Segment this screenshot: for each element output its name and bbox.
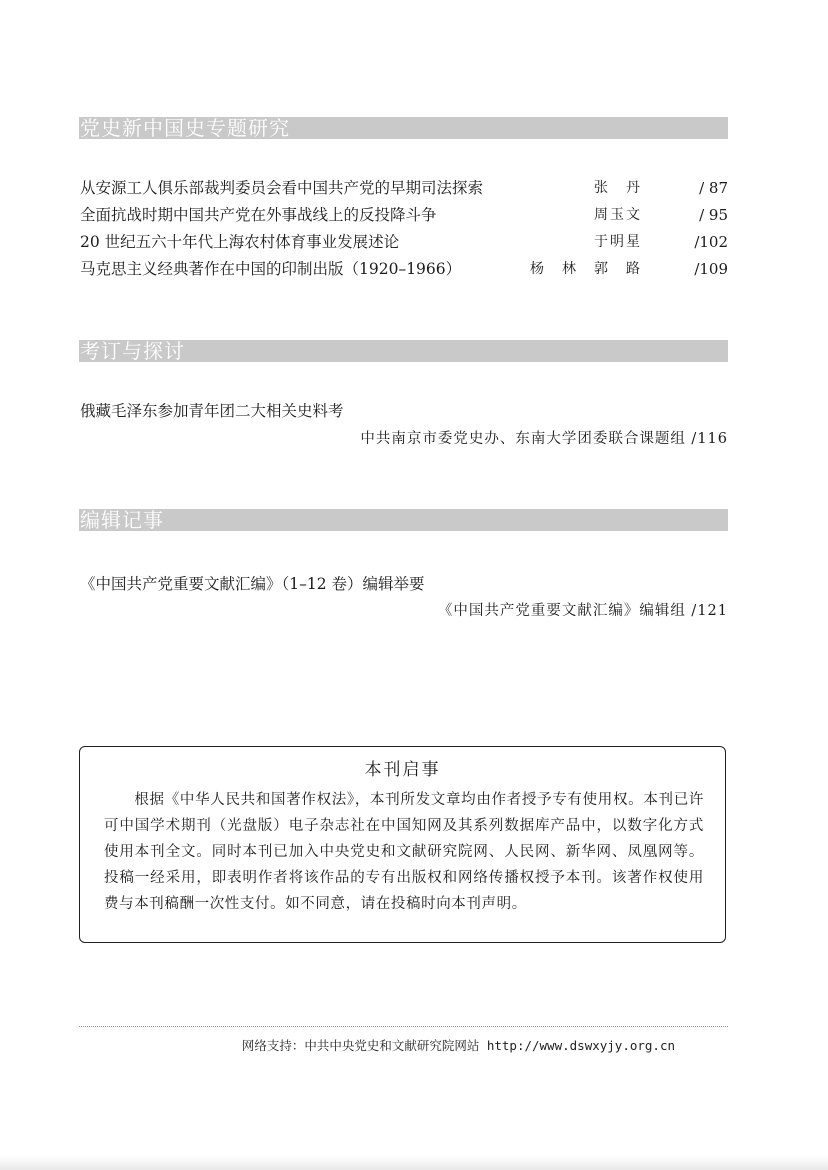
toc-entry-page: /109	[694, 260, 728, 278]
section-heading-editorial-notes: 编辑记事	[79, 509, 728, 531]
toc-entry-title[interactable]: 《中国共产党重要文献汇编》（1–12 卷）编辑举要	[80, 575, 425, 593]
toc-entry-title: 马克思主义经典著作在中国的印制出版（1920–1966）	[80, 260, 462, 278]
toc-entry-title: 20 世纪五六十年代上海农村体育事业发展述论	[80, 233, 400, 251]
toc-entry[interactable]	[80, 175, 728, 202]
footer-divider	[79, 1026, 728, 1027]
toc-entry-title: 从安源工人俱乐部裁判委员会看中国共产党的早期司法探索	[80, 179, 484, 197]
toc-entry-byline: 中共南京市委党史办、东南大学团委联合课题组 /116	[360, 431, 728, 447]
toc-entry-title[interactable]: 俄藏毛泽东参加青年团二大相关史料考	[80, 402, 344, 420]
toc-entry-page: / 95	[699, 206, 728, 224]
toc-entry-author: 于明星	[594, 234, 642, 250]
toc-entry-title: 全面抗战时期中国共产党在外事战线上的反投降斗争	[80, 206, 437, 224]
toc-entry-author: 张 丹	[594, 180, 642, 196]
page-edge-shadow	[0, 1156, 828, 1170]
toc-entry[interactable]	[80, 256, 728, 283]
toc-entry-page: /102	[694, 233, 728, 251]
toc-entry-author: 周玉文	[594, 207, 642, 223]
toc-entry-page: / 87	[699, 179, 728, 197]
section-heading-party-history: 党史新中国史专题研究	[79, 117, 728, 139]
notice-body: 根据《中华人民共和国著作权法》，本刊所发文章均由作者授予专有使用权。本刊已许可中国学术期刊（光盘版）电子杂志社在中国知网及其系列数据库产品中，以数字化方式使用本刊全文。同时本刊已加入中央党史和文献研究院网、人民网、新华网、凤凰网等。投稿一经采用，即表明作者将该作品的专有出版权和网络传播权授予本刊。该著作权使用费与本刊稿酬一次性支付。如不同意，请在投稿时向本刊声明。	[104, 792, 704, 912]
notice-title: 本刊启事	[364, 760, 441, 780]
toc-entry[interactable]	[80, 229, 728, 256]
toc-entry[interactable]	[80, 202, 728, 229]
notice-box	[79, 746, 726, 943]
footer-network-support: 网络支持：中共中央党史和文献研究院网站 http://www.dswxyjy.org.cn	[241, 1038, 675, 1053]
section-heading-textual-research: 考订与探讨	[79, 340, 728, 362]
toc-entry-byline: 《中国共产党重要文献汇编》编辑组 /121	[437, 603, 728, 619]
toc-entry-author: 杨 林 郭 路	[530, 261, 642, 277]
